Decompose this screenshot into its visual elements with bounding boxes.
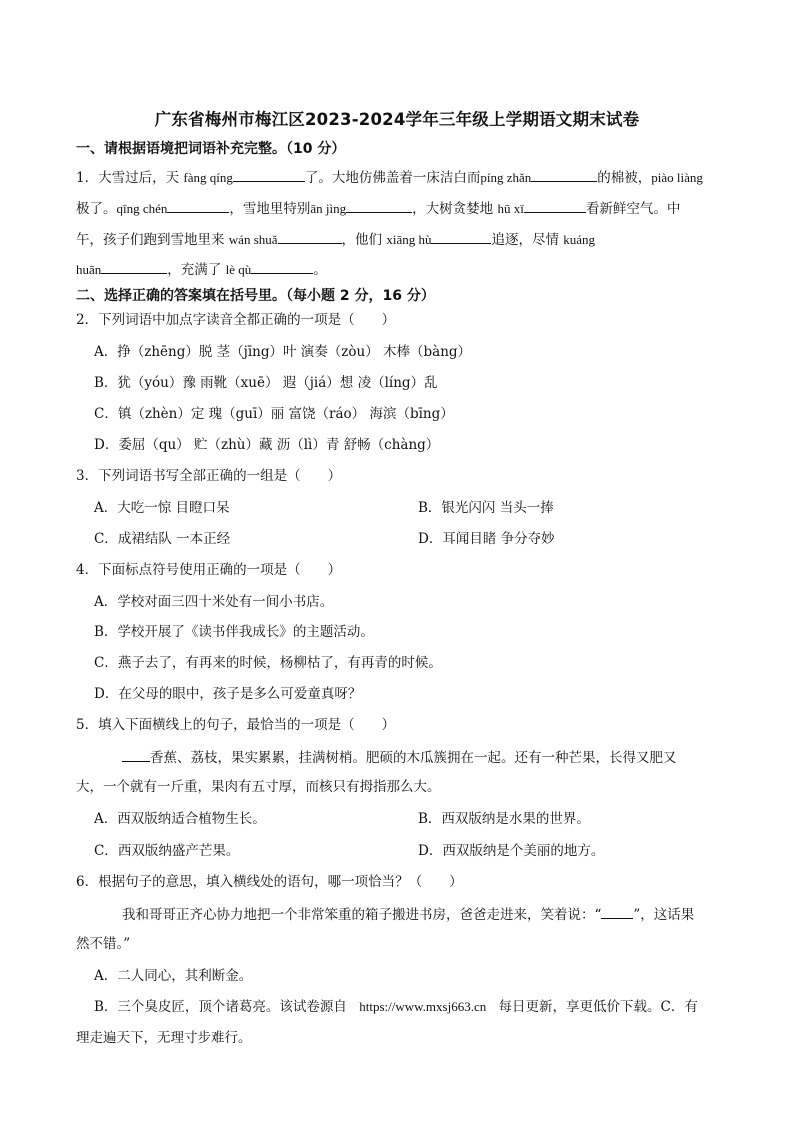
q4-option-b[interactable]: B．学校开展了《读书伴我成长》的主题活动。 bbox=[94, 624, 374, 640]
q6-passage-line-2: 然不错。” bbox=[76, 936, 131, 952]
q1-line-2 bbox=[76, 197, 680, 219]
pinyin: piào liàng bbox=[651, 170, 703, 185]
answer-blank[interactable] bbox=[601, 903, 633, 919]
q1-line-4 bbox=[76, 258, 327, 280]
q5-option-b[interactable]: B．西双版纳是水果的世界。 bbox=[418, 811, 590, 827]
q4-option-c[interactable]: C．燕子去了，有再来的时候，杨柳枯了，有再青的时候。 bbox=[94, 655, 442, 671]
source-url-link[interactable]: https://www.mxsj663.cn bbox=[359, 999, 487, 1014]
q1-text: ，他们 bbox=[341, 232, 387, 248]
q1-text: 追逐，尽情 bbox=[491, 232, 564, 248]
answer-blank[interactable] bbox=[524, 197, 586, 213]
q6-stem: 6．根据句子的意思，填入横线处的语句，哪一项恰当？（ ） bbox=[76, 874, 463, 890]
q1-text: 了。大地仿佛盖着一床洁白而 bbox=[304, 170, 481, 186]
answer-blank[interactable] bbox=[233, 166, 305, 182]
answer-blank[interactable] bbox=[431, 228, 491, 244]
q1-text: ，雪地里特别 bbox=[229, 201, 311, 217]
exam-title: 广东省梅州市梅江区2023-2024学年三年级上学期语文期末试卷 bbox=[154, 110, 640, 129]
q5-passage-text: 香蕉、荔枝，果实累累，挂满树梢。肥硕的木瓜簇拥在一起。还有一种芒果，长得又肥又 bbox=[150, 750, 677, 766]
pinyin: lè qù bbox=[225, 262, 252, 277]
pinyin: ān jìng bbox=[310, 201, 347, 216]
answer-blank[interactable] bbox=[251, 258, 313, 274]
q6-option-c-continued[interactable]: 理走遍天下，无理寸步难行。 bbox=[76, 1030, 252, 1046]
q5-passage-line-1 bbox=[122, 746, 677, 768]
pinyin: huān bbox=[76, 262, 102, 277]
q1-text: 午，孩子们跑到雪地里来 bbox=[76, 232, 229, 248]
pinyin: qīng chén bbox=[116, 201, 168, 216]
pinyin: hū xī bbox=[497, 201, 524, 216]
q6-option-a[interactable]: A．二人同心，其利断金。 bbox=[94, 968, 253, 984]
q6-passage-line-1 bbox=[122, 903, 694, 925]
q1-text: 看新鲜空气。中 bbox=[585, 201, 681, 217]
answer-blank[interactable] bbox=[531, 166, 597, 182]
q4-stem: 4．下面标点符号使用正确的一项是（ ） bbox=[76, 562, 342, 578]
q6-option-b-note: 每日更新，享更低价下载。C．有 bbox=[498, 999, 698, 1015]
answer-blank[interactable] bbox=[278, 228, 342, 244]
q1-text: ，充满了 bbox=[167, 262, 226, 278]
q3-option-a[interactable]: A．大吃一惊 目瞪口呆 bbox=[94, 500, 230, 516]
q1-text: ，大树贪婪地 bbox=[412, 201, 498, 217]
answer-blank[interactable] bbox=[101, 258, 167, 274]
q3-option-d[interactable]: D．耳闻目睹 争分夺妙 bbox=[418, 531, 555, 547]
pinyin: fàng qíng bbox=[183, 170, 233, 185]
section-1-heading: 一、请根据语境把词语补充完整。（10 分） bbox=[76, 141, 346, 157]
q1-text: 。 bbox=[313, 262, 327, 278]
section-2-heading: 二、选择正确的答案填在括号里。（每小题 2 分，16 分） bbox=[76, 288, 435, 304]
q1-text: 极了。 bbox=[76, 201, 117, 217]
answer-blank[interactable] bbox=[122, 746, 150, 762]
q3-option-b[interactable]: B．银光闪闪 当头一捧 bbox=[418, 500, 554, 516]
q5-option-d[interactable]: D．西双版纳是个美丽的地方。 bbox=[418, 843, 605, 859]
answer-blank[interactable] bbox=[167, 197, 229, 213]
q1-number: 1． bbox=[76, 170, 99, 186]
q1-text: 大雪过后，天 bbox=[98, 170, 184, 186]
q4-option-a[interactable]: A．学校对面三四十米处有一间小书店。 bbox=[94, 594, 334, 610]
q5-stem: 5．填入下面横线上的句子，最恰当的一项是（ ） bbox=[76, 717, 396, 733]
q5-passage-line-2: 大，一个就有一斤重，果肉有五寸厚，而核只有拇指那么大。 bbox=[76, 779, 441, 795]
q3-stem: 3．下列词语书写全部正确的一组是（ ） bbox=[76, 468, 342, 484]
q2-option-c[interactable]: C．镇（zhèn）定 瑰（guī）丽 富饶（ráo） 海滨（bīng） bbox=[94, 406, 454, 422]
q2-stem: 2．下列词语中加点字读音全都正确的一项是（ ） bbox=[76, 312, 396, 328]
q6-passage-text: 我和哥哥正齐心协力地把一个非常笨重的箱子搬进书房，爸爸走进来，笑着说：“ bbox=[122, 907, 602, 923]
q2-option-d[interactable]: D．委屈（qu） 贮（zhù）藏 沥（lì）青 舒畅（chàng） bbox=[94, 437, 440, 453]
q1-line-3 bbox=[76, 228, 595, 250]
answer-blank[interactable] bbox=[346, 197, 412, 213]
q1-text: 的棉被， bbox=[597, 170, 652, 186]
pinyin: xiāng hù bbox=[386, 232, 432, 247]
q5-option-c[interactable]: C．西双版纳盛产芒果。 bbox=[94, 843, 240, 859]
pinyin: wán shuǎ bbox=[228, 232, 278, 247]
pinyin: píng zhǎn bbox=[480, 170, 532, 185]
q4-option-d[interactable]: D．在父母的眼中，孩子是多么可爱童真呀？ bbox=[94, 686, 362, 702]
q6-option-b[interactable]: B．三个臭皮匠，顶个诸葛亮。该试卷源自 bbox=[94, 999, 347, 1015]
q2-option-b[interactable]: B．犹（yóu）豫 雨靴（xuē） 遐（jiá）想 凌（líng）乱 bbox=[94, 375, 438, 391]
q6-option-b-line bbox=[94, 997, 698, 1017]
q5-option-a[interactable]: A．西双版纳适合植物生长。 bbox=[94, 811, 266, 827]
q2-option-a[interactable]: A．挣（zhēng）脱 茎（jīng）叶 演奏（zòu） 木棒（bàng） bbox=[94, 344, 472, 360]
q3-option-c[interactable]: C．成裙结队 一本正经 bbox=[94, 531, 231, 547]
pinyin: kuáng bbox=[563, 232, 596, 247]
q6-passage-text: ”，这话果 bbox=[633, 907, 695, 923]
q1-line-1 bbox=[76, 166, 703, 188]
